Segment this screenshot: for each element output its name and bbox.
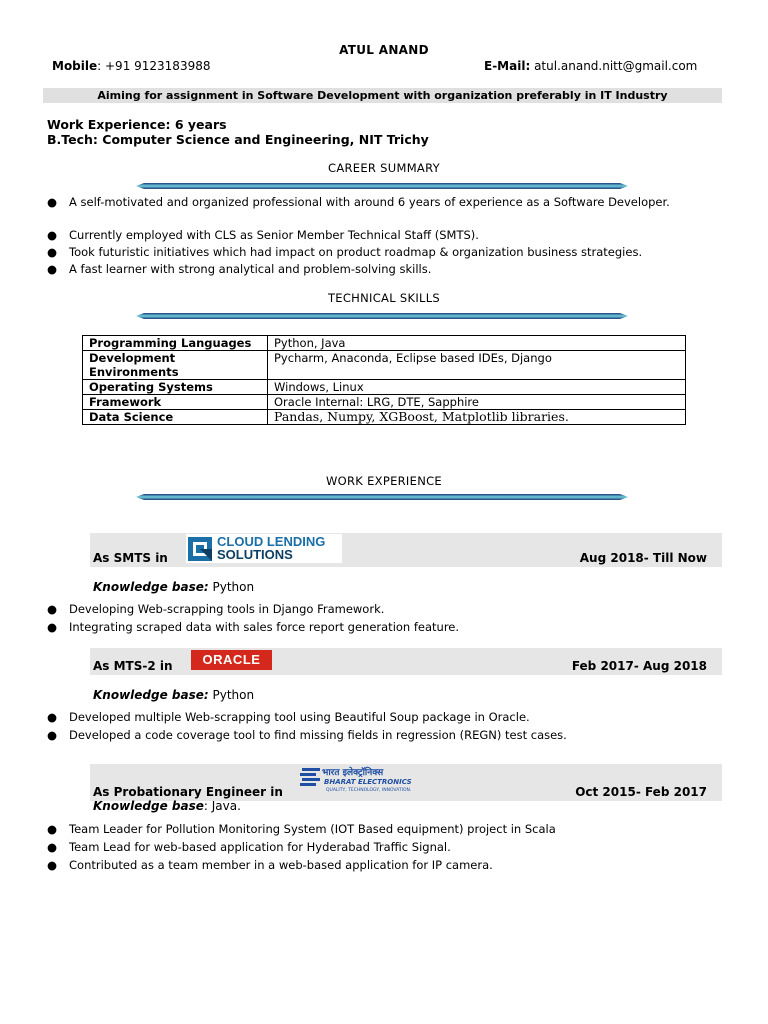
skill-value: Python, Java [268,336,686,351]
table-row [83,336,686,351]
table-row [83,380,686,395]
list-item: ● Developed multiple Web-scrapping tool using Beautiful Soup package in Oracle. [47,710,530,724]
skill-value: Pandas, Numpy, XGBoost, Matplotlib libraries. [268,410,686,425]
bharat-electronics-logo: भारत इलेक्ट्रॉनिक्स BHARAT ELECTRONICS QUALITY, TECHNOLOGY, INNOVATION. [300,765,418,799]
table-row [83,410,686,425]
candidate-name: ATUL ANAND [339,43,429,57]
list-item: ● Took futuristic initiatives which had impact on product roadmap & organization business strategies. [47,245,643,259]
job-role: As SMTS in [93,551,168,565]
mobile-label: Mobile [52,59,98,73]
skill-key: Development Environments [83,351,268,380]
list-item: ● A fast learner with strong analytical and problem-solving skills. [47,262,432,276]
cls-logo-icon [188,537,212,561]
cloud-lending-logo: CLOUD LENDING SOLUTIONS [186,534,342,563]
job-dates: Aug 2018- Till Now [579,551,707,565]
job-header-bar [90,533,722,567]
experience-years: Work Experience: 6 years [47,117,227,132]
knowledge-base: Knowledge base: Java. [93,799,241,813]
skills-table [82,335,686,425]
section-divider [136,183,628,189]
section-title-technical-skills: TECHNICAL SKILLS [327,291,441,305]
list-item: ● Team Leader for Pollution Monitoring System (IOT Based equipment) project in Scala [47,822,556,836]
skill-key: Framework [83,395,268,410]
skill-key: Operating Systems [83,380,268,395]
objective-bar: Aiming for assignment in Software Development with organization preferably in IT Industry [43,88,722,103]
section-divider [136,494,628,500]
skill-value: Oracle Internal: LRG, DTE, Sapphire [268,395,686,410]
table-row [83,351,686,380]
table-row [83,395,686,410]
mobile-line [52,59,210,73]
knowledge-base: Knowledge base: Python [93,580,255,594]
education-line: B.Tech: Computer Science and Engineering, NIT Trichy [47,132,429,147]
job-dates: Feb 2017- Aug 2018 [571,659,707,673]
email-label: E-Mail: [484,59,531,73]
list-item: ● A self-motivated and organized professional with around 6 years of experience as a Software Developer. [47,195,670,209]
email-value: atul.anand.nitt@gmail.com [530,59,698,73]
section-title-work-experience: WORK EXPERIENCE [325,474,442,488]
list-item: ● Integrating scraped data with sales force report generation feature. [47,620,460,634]
job-role: As MTS-2 in [93,659,173,673]
skill-key: Programming Languages [83,336,268,351]
mobile-value: : +91 9123183988 [97,59,211,73]
oracle-logo: ORACLE [191,650,272,670]
list-item: ● Currently employed with CLS as Senior Member Technical Staff (SMTS). [47,228,479,242]
list-item: ● Developing Web-scrapping tools in Django Framework. [47,602,385,616]
job-header-bar [90,764,722,801]
bel-logo-icon [300,767,322,787]
list-item: ● Team Lead for web-based application for Hyderabad Traffic Signal. [47,840,451,854]
list-item: ● Developed a code coverage tool to find missing fields in regression (REGN) test cases. [47,728,567,742]
job-role: As Probationary Engineer in [93,785,283,799]
job-dates: Oct 2015- Feb 2017 [575,785,707,799]
job-header-bar [90,648,722,675]
skill-value: Pycharm, Anaconda, Eclipse based IDEs, Django [268,351,686,380]
list-item: ● Contributed as a team member in a web-based application for IP camera. [47,858,493,872]
section-divider [136,313,628,319]
skill-value: Windows, Linux [268,380,686,395]
skill-key: Data Science [83,410,268,425]
knowledge-base: Knowledge base: Python [93,688,255,702]
section-title-career-summary: CAREER SUMMARY [328,161,440,175]
email-line [484,59,697,73]
